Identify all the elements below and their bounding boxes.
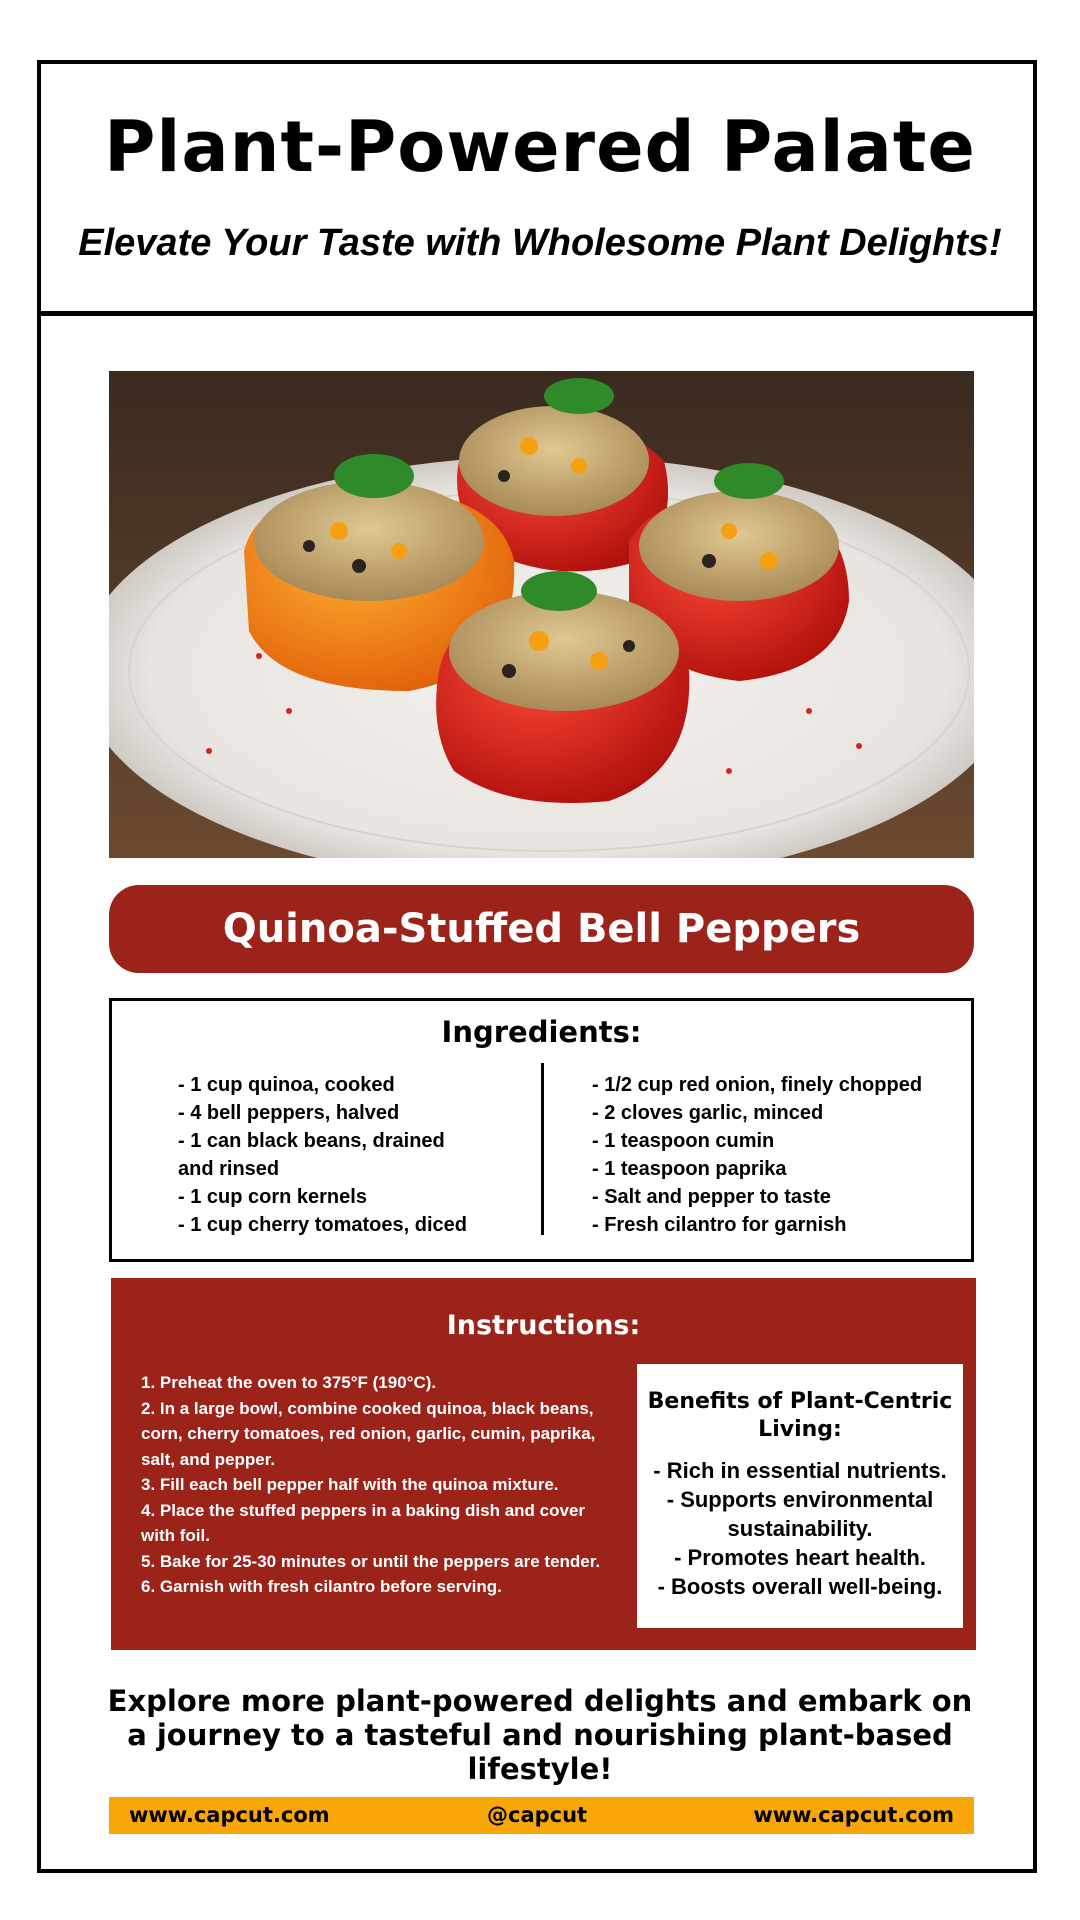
benefits-box bbox=[637, 1364, 963, 1628]
page-title: Plant-Powered Palate bbox=[104, 106, 976, 188]
footer-handle[interactable]: @capcut bbox=[487, 1803, 588, 1827]
benefit-item: - Rich in essential nutrients. bbox=[653, 1458, 947, 1483]
benefit-item: - Supports environmental sustainability. bbox=[666, 1487, 934, 1541]
recipe-title-banner bbox=[109, 885, 974, 973]
ingredients-heading: Ingredients: bbox=[441, 1015, 642, 1049]
recipe-title: Quinoa-Stuffed Bell Peppers bbox=[222, 906, 861, 952]
ingredients-left-list bbox=[178, 1071, 478, 1239]
benefit-item: - Promotes heart health. bbox=[674, 1545, 926, 1570]
page-subtitle: Elevate Your Taste with Wholesome Plant Delights! bbox=[78, 222, 1002, 264]
instruction-step: 6. Garnish with fresh cilantro before serving. bbox=[141, 1577, 502, 1596]
ingredient-item: - 1 can black beans, drained and rinsed bbox=[178, 1130, 445, 1180]
instruction-step: 4. Place the stuffed peppers in a baking dish and cover with foil. bbox=[141, 1500, 586, 1545]
benefits-list bbox=[637, 1456, 963, 1601]
ingredient-item: - 4 bell peppers, halved bbox=[178, 1102, 400, 1124]
instruction-step: 1. Preheat the oven to 375°F (190°C). bbox=[141, 1373, 437, 1392]
ingredient-item: - 2 cloves garlic, minced bbox=[592, 1102, 824, 1124]
footer-bar bbox=[109, 1797, 974, 1834]
ingredient-item: - 1 cup quinoa, cooked bbox=[178, 1074, 395, 1096]
benefits-heading: Benefits of Plant-Centric Living: bbox=[647, 1389, 953, 1442]
ingredient-item: - 1 cup corn kernels bbox=[178, 1186, 367, 1208]
ingredient-item: - 1 cup cherry tomatoes, diced bbox=[178, 1214, 467, 1236]
ingredient-item: - Salt and pepper to taste bbox=[592, 1186, 831, 1208]
footer-link-left[interactable]: www.capcut.com bbox=[129, 1803, 330, 1827]
ingredients-divider bbox=[541, 1063, 544, 1235]
ingredient-item: - Fresh cilantro for garnish bbox=[592, 1214, 847, 1236]
ingredients-right-list bbox=[592, 1071, 962, 1239]
ingredient-item: - 1/2 cup red onion, finely chopped bbox=[592, 1074, 923, 1096]
call-to-action: Explore more plant-powered delights and embark on a journey to a tasteful and nourishing plant-based lifestyle! bbox=[107, 1684, 973, 1786]
instructions-heading: Instructions: bbox=[446, 1310, 641, 1341]
ingredients-box bbox=[109, 998, 974, 1262]
instruction-step: 3. Fill each bell pepper half with the quinoa mixture. bbox=[141, 1475, 559, 1494]
recipe-photo bbox=[109, 371, 974, 858]
header-box bbox=[37, 60, 1037, 316]
instructions-list bbox=[141, 1370, 611, 1600]
footer-link-right[interactable]: www.capcut.com bbox=[753, 1803, 954, 1827]
instructions-box bbox=[111, 1278, 976, 1650]
ingredient-item: - 1 teaspoon cumin bbox=[592, 1130, 775, 1152]
ingredient-item: - 1 teaspoon paprika bbox=[592, 1158, 787, 1180]
instruction-step: 5. Bake for 25-30 minutes or until the peppers are tender. bbox=[141, 1551, 601, 1571]
instruction-step: 2. In a large bowl, combine cooked quinoa, black beans, corn, cherry tomatoes, red onion, garlic, cumin, paprika, salt, and pepper. bbox=[141, 1398, 596, 1469]
stuffed-peppers-illustration bbox=[109, 371, 974, 858]
benefit-item: - Boosts overall well-being. bbox=[657, 1574, 943, 1599]
